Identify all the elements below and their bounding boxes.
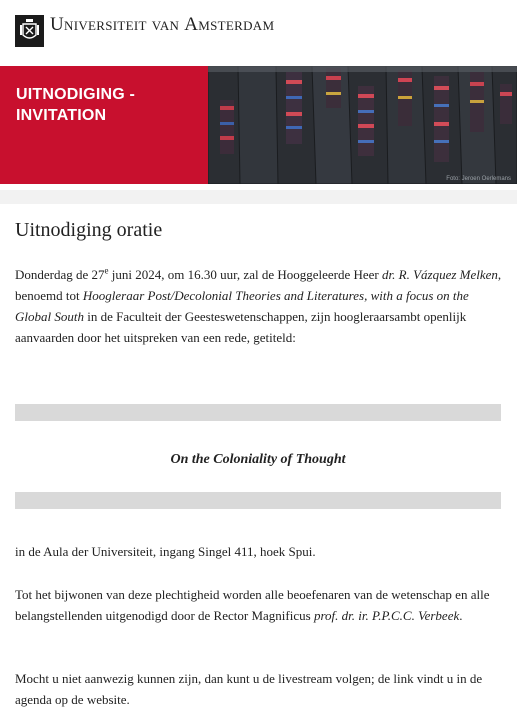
email-body [0,204,517,727]
gowns-photo [208,66,517,184]
professor-name: dr. R. Vázquez Melken [382,267,498,282]
banner-title [16,84,135,126]
invite-paragraph [15,584,505,626]
intro-date-suffix: e [104,265,109,276]
intro-paragraph [15,264,505,348]
brand-part-2: msterdam [198,14,275,35]
rector-name: prof. dr. ir. P.P.C.C. Verbeek [313,608,460,623]
invitation-banner [0,66,517,184]
intro-text: juni 2024, om 16.30 uur, zal de Hooggeleerde Heer [108,267,383,282]
brand-part-1: niversiteit van [64,14,185,35]
divider-bar-top [15,404,501,421]
banner-title-line-1: UITNODIGING - [16,86,136,103]
chair-title: Hoogleraar Post/Decolonial Theories and Literatures, with a focus on the Global South [15,288,469,324]
banner-title-line-2: INVITATION [16,107,107,124]
invite-text: Tot het bijwonen van deze plechtigheid worden alle beoefenaren van de wetenschap en alle belangstellenden uitgenodigd door de Rector Magnificus [15,587,490,623]
page-title: Uitnodiging oratie [15,219,163,241]
intro-date: Donderdag de 27 [15,267,105,282]
lecture-title: On the Coloniality of Thought [170,452,346,467]
livestream-text: Mocht u niet aanwezig kunnen zijn, dan kunt u de livestream volgen; de link vindt u in de agenda op de website. [15,671,483,707]
section-divider [0,190,517,204]
intro-faculty: in de Faculteit der Geesteswetenschappen, zijn hoogleraarsambt openlijk aanvaarden door het uitspreken van een rede, getiteld: [15,309,467,345]
intro-appointed: , benoemd tot [15,267,502,303]
uva-crest-icon[interactable] [15,15,44,47]
photo-credit: Foto: Jeroen Oerlemans [446,176,511,182]
university-name[interactable] [50,14,274,36]
banner-title-block [0,66,208,184]
brand-letter-u: U [50,14,65,35]
location-text: in de Aula der Universiteit, ingang Singel 411, hoek Spui. [15,544,316,559]
brand-letter-a: A [184,14,199,35]
email-header [0,0,517,60]
divider-bar-bottom [15,492,501,509]
invite-period: . [459,608,463,623]
